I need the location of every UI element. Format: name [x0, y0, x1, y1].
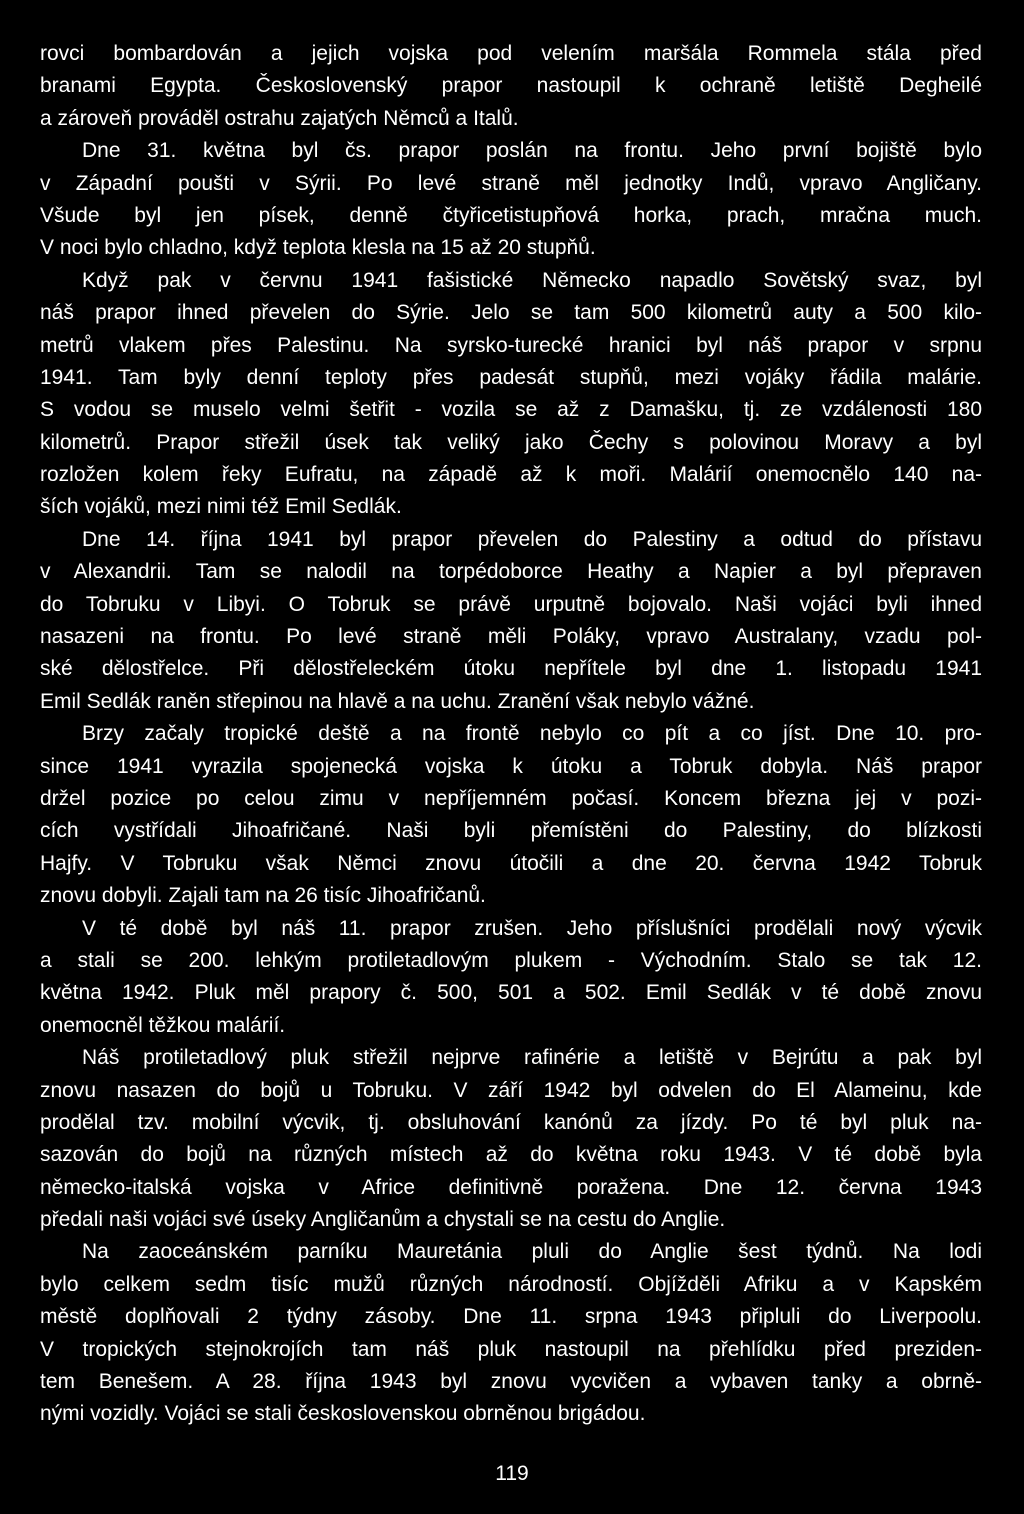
- text-line: městě doplňovali 2 týdny zásoby. Dne 11. srpna 1943 připluli do Liverpoolu.: [40, 1305, 982, 1329]
- text-line: v Alexandrii. Tam se nalodil na torpédoborce Heathy a Napier a byl přepraven: [40, 560, 982, 584]
- text-line: do Tobruku v Libyi. O Tobruk se právě urputně bojovalo. Naši vojáci byli ihned: [40, 592, 982, 616]
- text-line: v Západní poušti v Sýrii. Po levé straně měl jednotky Indů, vpravo Angličany.: [40, 171, 982, 195]
- paragraph: [40, 265, 982, 524]
- text-line: ších vojáků, mezi nimi též Emil Sedlák.: [40, 495, 402, 519]
- text-line: náš prapor ihned převelen do Sýrie. Jelo se tam 500 kilometrů auty a 500 kilo-: [40, 301, 982, 325]
- text-line: nasazeni na frontu. Po levé straně měli Poláky, vpravo Australany, vzadu pol-: [40, 625, 982, 649]
- paragraph: [40, 524, 982, 718]
- text-line: května 1942. Pluk měl prapory č. 500, 501 a 502. Emil Sedlák v té době znovu: [40, 981, 982, 1005]
- text-line: onemocněl těžkou malárií.: [40, 1013, 286, 1037]
- paragraph: [40, 718, 982, 912]
- text-line: V té době byl náš 11. prapor zrušen. Jeho příslušníci prodělali nový výcvik: [82, 916, 982, 940]
- text-line: znovu dobyli. Zajali tam na 26 tisíc Jihoafričanů.: [40, 884, 486, 908]
- page-number: 119: [495, 1462, 529, 1485]
- text-line: Hajfy. V Tobruku však Němci znovu útočili a dne 20. června 1942 Tobruk: [40, 851, 982, 875]
- text-line: cích vystřídali Jihoafričané. Naši byli přemístěni do Palestiny, do blízkosti: [40, 819, 982, 843]
- text-line: německo-italská vojska v Africe definitivně poražena. Dne 12. června 1943: [40, 1175, 982, 1199]
- text-line: a stali se 200. lehkým protiletadlovým plukem - Východním. Stalo se tak 12.: [40, 948, 982, 972]
- text-line: ské dělostřelce. Při dělostřeleckém útoku nepřítele byl dne 1. listopadu 1941: [40, 657, 982, 681]
- text-line: držel pozice po celou zimu v nepříjemném počasí. Koncem března jej v pozi-: [40, 786, 982, 810]
- text-line: 1941. Tam byly denní teploty přes padesát stupňů, mezi vojáky řádila malárie.: [40, 365, 982, 389]
- text-line: znovu nasazen do bojů u Tobruku. V září 1942 byl odvelen do El Alameinu, kde: [40, 1078, 982, 1102]
- text-line: rozložen kolem řeky Eufratu, na západě až k moři. Malárií onemocnělo 140 na-: [40, 463, 982, 487]
- paragraph: [40, 135, 982, 265]
- text-line: V noci bylo chladno, když teplota klesla na 15 až 20 stupňů.: [40, 236, 596, 260]
- text-line: V tropických stejnokrojích tam náš pluk nastoupil na přehlídku před preziden-: [40, 1337, 982, 1361]
- text-line: předali naši vojáci své úseky Angličanům a chystali se na cestu do Anglie.: [40, 1208, 726, 1232]
- text-line: bylo celkem sedm tisíc mužů různých národností. Objížděli Afriku a v Kapském: [40, 1272, 982, 1296]
- text-line: tem Benešem. A 28. října 1943 byl znovu vycvičen a vybaven tanky a obrně-: [40, 1370, 982, 1394]
- text-line: rovci bombardován a jejich vojska pod velením maršála Rommela stála před: [40, 42, 982, 65]
- text-line: branami Egypta. Československý prapor nastoupil k ochraně letiště Degheilé: [40, 74, 982, 98]
- text-line: since 1941 vyrazila spojenecká vojska k útoku a Tobruk dobyla. Náš prapor: [40, 754, 982, 778]
- text-line: nými vozidly. Vojáci se stali československou obrněnou brigádou.: [40, 1402, 646, 1426]
- paragraph: [40, 1236, 982, 1430]
- text-line: S vodou se muselo velmi šetřit - vozila se až z Damašku, tj. ze vzdálenosti 180: [40, 398, 982, 422]
- paragraph: [40, 913, 982, 1043]
- text-line: Dne 14. října 1941 byl prapor převelen do Palestiny a odtud do přístavu: [82, 527, 982, 551]
- paragraph: [40, 38, 982, 135]
- text-line: Dne 31. května byl čs. prapor poslán na frontu. Jeho první bojiště bylo: [82, 139, 982, 163]
- text-line: kilometrů. Prapor střežil úsek tak veliký jako Čechy s polovinou Moravy a byl: [40, 430, 982, 454]
- text-line: a zároveň prováděl ostrahu zajatých Němců a Italů.: [40, 106, 519, 130]
- paragraph: [40, 1042, 982, 1236]
- text-line: prodělal tzv. mobilní výcvik, tj. obsluhování kanónů za jízdy. Po té byl pluk na-: [40, 1110, 982, 1134]
- text-line: Když pak v červnu 1941 fašistické Německo napadlo Sovětský svaz, byl: [82, 268, 982, 292]
- text-line: Emil Sedlák raněn střepinou na hlavě a na uchu. Zranění však nebylo vážné.: [40, 689, 755, 713]
- page-body-text: [40, 38, 982, 1431]
- text-line: Na zaoceánském parníku Mauretánia pluli do Anglie šest týdnů. Na lodi: [82, 1240, 982, 1264]
- text-line: Všude byl jen písek, denně čtyřicetistupňová horka, prach, mračna much.: [40, 203, 982, 227]
- text-line: Brzy začaly tropické deště a na frontě nebylo co pít a co jíst. Dne 10. pro-: [82, 722, 982, 746]
- text-line: Náš protiletadlový pluk střežil nejprve rafinérie a letiště v Bejrútu a pak byl: [82, 1046, 982, 1070]
- text-line: metrů vlakem přes Palestinu. Na syrsko-turecké hranici byl náš prapor v srpnu: [40, 333, 982, 357]
- text-line: sazován do bojů na různých místech až do května roku 1943. V té době byla: [40, 1143, 982, 1167]
